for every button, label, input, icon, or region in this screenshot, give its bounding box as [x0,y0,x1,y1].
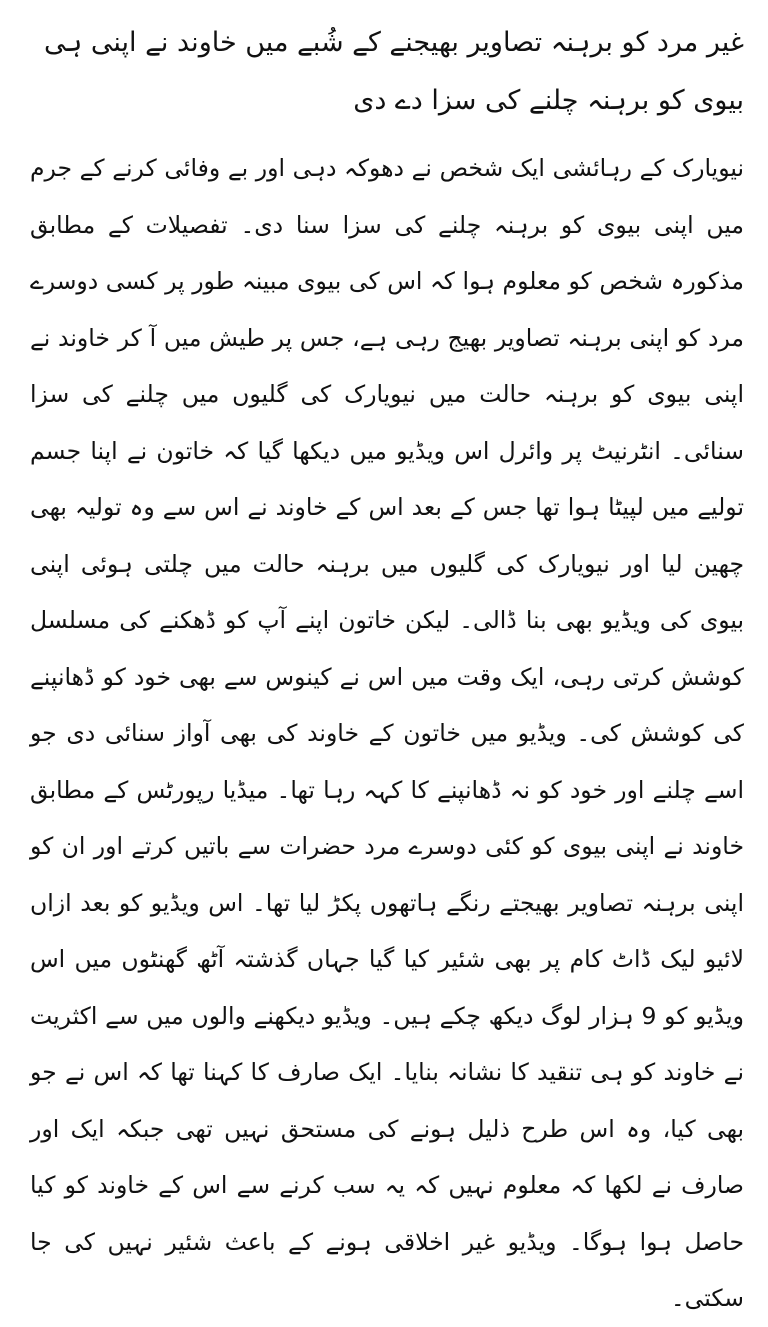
article [30,14,744,1327]
article-headline: غیر مرد کو برہنہ تصاویر بھیجنے کے شُبے میں خاوند نے اپنی ہی بیوی کو برہنہ چلنے کی سزا دے دی [43,27,744,116]
article-body: نیویارک کے رہائشی ایک شخص نے دھوکہ دہی اور بے وفائی کرنے کے جرم میں اپنی بیوی کو برہنہ چلنے کی سزا سنا دی۔ تفصیلات کے مطابق مذکورہ شخص کو معلوم ہوا کہ اس کی بیوی مبینہ طور پر کسی دوسرے مرد کو اپنی برہنہ تصاویر بھیج رہی ہے، جس پر طیش میں آ کر خاوند نے اپنی بیوی کو برہنہ حالت میں نیویارک کی گلیوں میں چلنے کی سزا سنائی۔ انٹرنیٹ پر وائرل اس ویڈیو میں دیکھا گیا کہ خاتون نے اپنا جسم تولیے میں لپیٹا ہوا تھا جس کے بعد اس کے خاوند نے اس سے وہ تولیہ بھی چھین لیا اور نیویارک کی گلیوں میں برہنہ حالت میں چلتی ہوئی اپنی بیوی کی ویڈیو بھی بنا ڈالی۔ لیکن خاتون اپنے آپ کو ڈھکنے کی مسلسل کوشش کرتی رہی، ایک وقت میں اس نے کینوس سے بھی خود کو ڈھانپنے کی کوشش کی۔ ویڈیو میں خاتون کے خاوند کی بھی آواز سنائی دی جو اسے چلنے اور خود کو نہ ڈھانپنے کا کہہ رہا تھا۔ میڈیا رپورٹس کے مطابق خاوند نے اپنی بیوی کو کئی دوسرے مرد حضرات سے باتیں کرتے اور ان کو اپنی برہنہ تصاویر بھیجتے رنگے ہاتھوں پکڑ لیا تھا۔ اس ویڈیو کو بعد ازاں لائیو لیک ڈاٹ کام پر بھی شئیر کیا گیا جہاں گذشتہ آٹھ گھنٹوں میں اس ویڈیو کو 9 ہزار لوگ دیکھ چکے ہیں۔ ویڈیو دیکھنے والوں میں سے اکثریت نے خاوند کو ہی تنقید کا نشانہ بنایا۔ ایک صارف کا کہنا تھا کہ اس نے جو بھی کیا، وہ اس طرح ذلیل ہونے کی مستحق نہیں تھی جبکہ ایک اور صارف نے لکھا کہ معلوم نہیں کہ یہ سب کرنے سے اس کے خاوند کو کیا حاصل ہوا ہوگا۔ ویڈیو غیر اخلاقی ہونے کے باعث شئیر نہیں کی جا سکتی۔ [30,154,744,1312]
